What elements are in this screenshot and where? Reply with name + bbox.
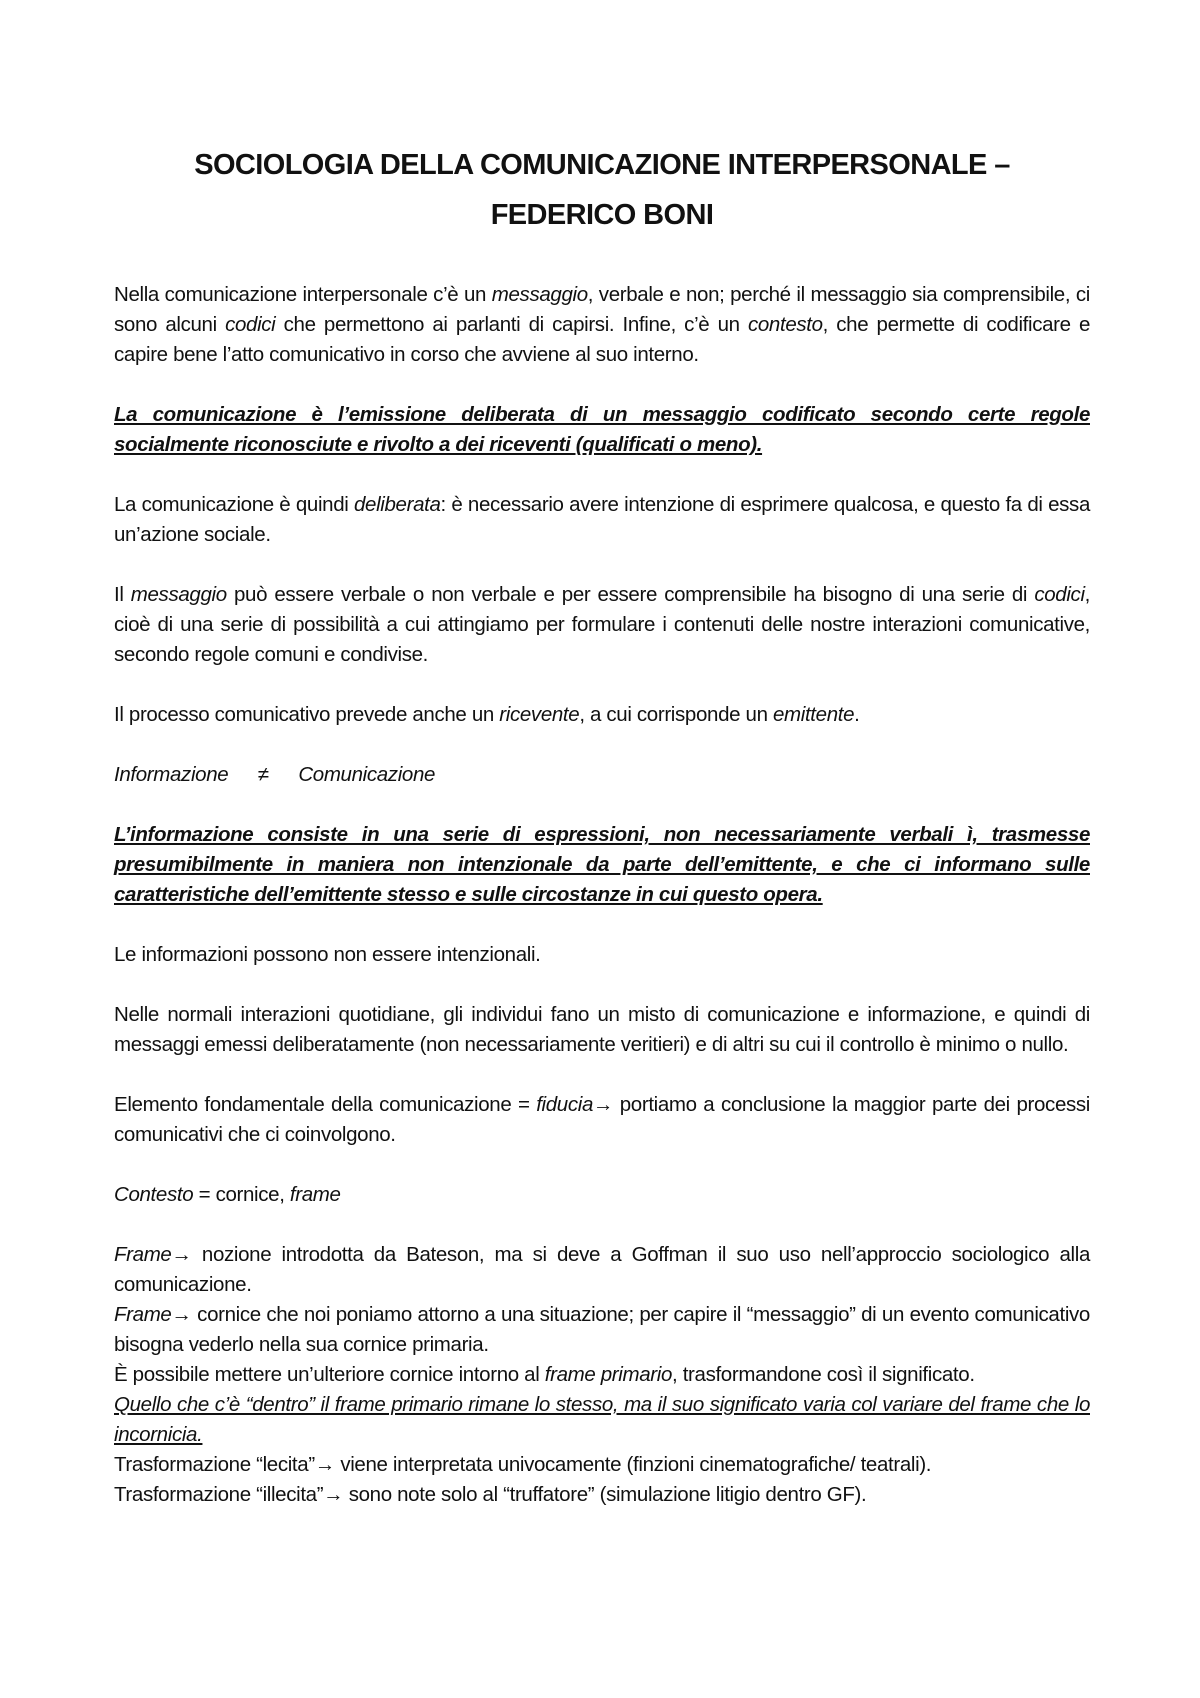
arrow-right-icon: →	[323, 1483, 344, 1506]
trasformazione-illecita	[114, 1480, 1090, 1510]
page-title	[114, 140, 1090, 240]
text-run: La comunicazione è quindi	[114, 493, 354, 516]
text-run: : è necessario avere intenzione di esprimere qualcosa, e questo fa di essa un’azione sociale.	[114, 493, 1091, 546]
paragraph-ricevente	[114, 700, 1090, 730]
text-run: nozione introdotta da Bateson, ma si deve a Goffman il suo uso nell’approccio sociologico alla comunicazione.	[114, 1243, 1090, 1296]
text-run: può essere verbale o non verbale e per essere comprensibile ha bisogno di una serie di	[226, 583, 1035, 606]
text-run: .	[854, 703, 860, 726]
italic-term-ricevente: ricevente	[499, 703, 580, 726]
text-run: È possibile mettere un’ulteriore cornice intorno al	[114, 1363, 545, 1386]
italic-term-emittente: emittente	[772, 703, 855, 726]
arrow-right-icon: →	[171, 1243, 192, 1266]
italic-term-contesto: Contesto	[114, 1183, 194, 1206]
text-run: , verbale e non; perché il messaggio sia comprensibile, ci sono alcuni	[114, 283, 1090, 336]
frame-line-3	[114, 1360, 1090, 1390]
text-run: Il processo comunicativo prevede anche un	[114, 703, 500, 726]
italic-term-frame: Frame	[114, 1303, 172, 1326]
arrow-right-icon: →	[171, 1303, 192, 1326]
trasformazione-lecita	[114, 1450, 1090, 1480]
text-run: , trasformandone così il significato.	[672, 1363, 975, 1386]
text-run: portiamo a conclusione la maggior parte dei processi comunicativi che ci coinvolgono.	[114, 1093, 1091, 1146]
comparison-row	[114, 760, 1090, 790]
text-run: sono note solo al “truffatore” (simulazione litigio dentro GF).	[343, 1483, 867, 1506]
italic-term-frame: Frame	[114, 1243, 172, 1266]
text-run: Trasformazione “lecita”	[114, 1453, 315, 1476]
text-run: Il	[114, 583, 131, 606]
not-equal-symbol: ≠	[257, 763, 269, 786]
title-line-1: SOCIOLOGIA DELLA COMUNICAZIONE INTERPERSONALE –	[194, 149, 1010, 181]
arrow-right-icon: →	[593, 1093, 614, 1116]
definition-comunicazione: La comunicazione è l’emissione deliberata di un messaggio codificato secondo certe regole socialmente riconosciute e rivolto a dei riceventi (qualificati o meno).	[114, 403, 1090, 456]
paragraph-deliberata	[114, 490, 1090, 550]
document-body	[114, 140, 1090, 1510]
text-run: cornice che noi poniamo attorno a una situazione; per capire il “messaggio” di un evento comunicativo bisogna vederlo nella sua cornice primaria.	[114, 1303, 1090, 1356]
italic-term-codici: codici	[225, 313, 276, 336]
intro-paragraph	[114, 280, 1090, 370]
italic-term-contesto: contesto	[747, 313, 823, 336]
frame-line-4: Quello che c’è “dentro” il frame primario rimane lo stesso, ma il suo significato varia col variare del frame che lo incornicia.	[114, 1393, 1090, 1446]
italic-term-codici: codici	[1034, 583, 1085, 606]
italic-term-messaggio: messaggio	[491, 283, 588, 306]
text-run: che permettono ai parlanti di capirsi. Infine, c’è un	[275, 313, 748, 336]
text-run: , che permette di codificare e capire bene l’atto comunicativo in corso che avviene al suo interno.	[114, 313, 1090, 366]
italic-term-deliberata: deliberata	[353, 493, 441, 516]
frame-section	[114, 1240, 1090, 1510]
italic-term-frame-primario: frame primario	[544, 1363, 672, 1386]
paragraph-interazioni: Nelle normali interazioni quotidiane, gli individui fano un misto di comunicazione e informazione, e quindi di messaggi emessi deliberatamente (non necessariamente veritieri) e di altri su cui il controllo è minimo o nullo.	[114, 1003, 1090, 1056]
comparison-left: Informazione	[114, 763, 229, 786]
text-run: , a cui corrisponde un	[579, 703, 773, 726]
paragraph-informazioni: Le informazioni possono non essere intenzionali.	[114, 943, 541, 966]
text-run: viene interpretata univocamente (finzioni cinematografiche/ teatrali).	[334, 1453, 932, 1476]
italic-term-frame: frame	[289, 1183, 341, 1206]
paragraph-fiducia	[114, 1090, 1090, 1150]
text-run: Nella comunicazione interpersonale c’è un	[114, 283, 492, 306]
paragraph-contesto	[114, 1180, 1090, 1210]
text-run: Elemento fondamentale della comunicazione =	[114, 1093, 537, 1116]
frame-line-2	[114, 1300, 1090, 1360]
italic-term-fiducia: fiducia	[536, 1093, 593, 1116]
paragraph-messaggio	[114, 580, 1090, 670]
arrow-right-icon: →	[314, 1453, 335, 1476]
italic-term-messaggio: messaggio	[130, 583, 227, 606]
title-line-2: FEDERICO BONI	[490, 199, 714, 231]
definition-informazione: L’informazione consiste in una serie di espressioni, non necessariamente verbali ì, trasmesse presumibilmente in maniera non intenzionale da parte dell’emittente, e che ci informano sulle caratteristiche dell’emittente stesso e sulle circostanze in cui questo opera.	[114, 823, 1090, 906]
text-run: , cioè di una serie di possibilità a cui attingiamo per formulare i contenuti delle nostre interazioni comunicative, secondo regole comuni e condivise.	[114, 583, 1091, 666]
text-run: Trasformazione “illecita”	[114, 1483, 324, 1506]
comparison-right: Comunicazione	[298, 763, 436, 786]
frame-line-1	[114, 1240, 1090, 1300]
text-run: = cornice,	[193, 1183, 290, 1206]
